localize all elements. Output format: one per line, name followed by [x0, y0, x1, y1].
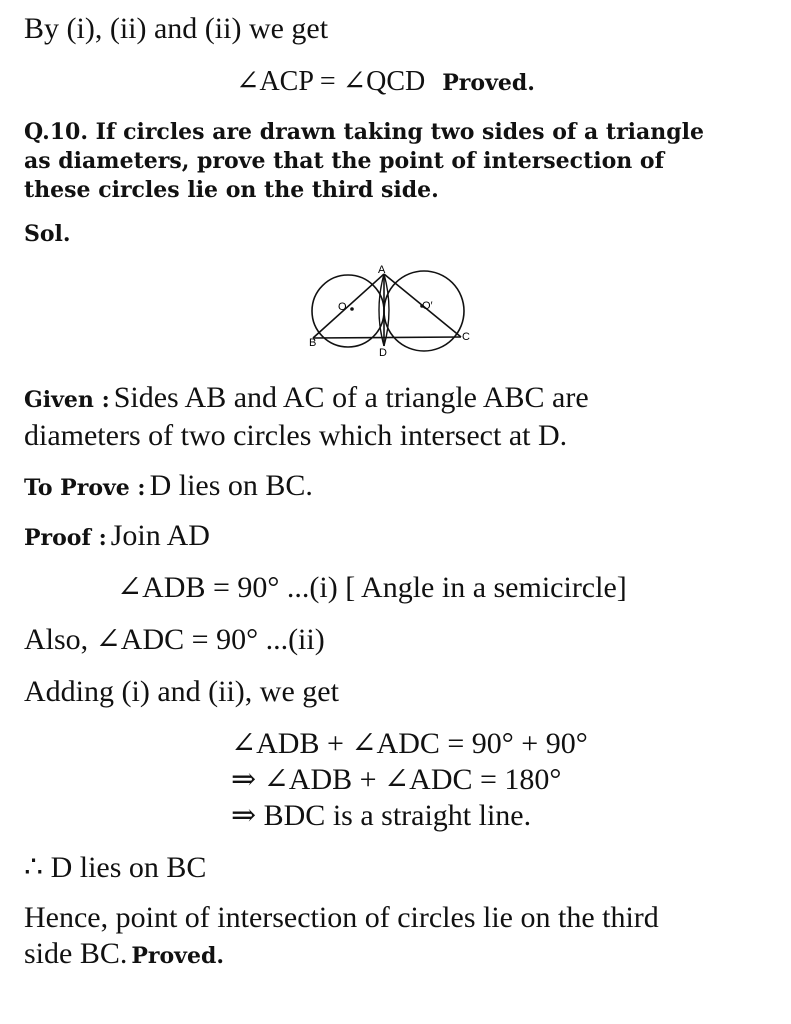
- question-line-1: Q.10. If circles are drawn taking two sides of a triangle: [24, 119, 705, 145]
- adding-text: Adding (i) and (ii), we get: [24, 675, 339, 708]
- hence-line-2: [24, 939, 224, 969]
- intro-text: By (i), (ii) and (ii) we get: [24, 12, 329, 45]
- proof-label: Proof :: [24, 525, 107, 551]
- question-line-3: these circles lie on the third side.: [24, 177, 439, 203]
- given-text-1: Sides AB and AC of a triangle ABC are: [113, 381, 589, 414]
- main-equation: [236, 68, 535, 96]
- given-line-1: [24, 383, 589, 413]
- to-prove-label: To Prove :: [24, 475, 146, 501]
- label-a: A: [378, 264, 386, 276]
- sol-label: Sol.: [24, 221, 71, 247]
- label-b: B: [309, 337, 317, 349]
- proved-label-1: Proved.: [442, 70, 535, 96]
- two-circles-diagram: [300, 262, 490, 358]
- proof-text: Join AD: [110, 519, 210, 552]
- label-c: C: [462, 331, 470, 343]
- label-d: D: [379, 347, 387, 358]
- hence-text-2: side BC.: [24, 937, 128, 970]
- given-label: Given :: [24, 387, 110, 413]
- equation-2: Also, ∠ADC = 90° ...(ii): [24, 623, 325, 656]
- question-10: [24, 118, 764, 205]
- to-prove-line: [24, 471, 313, 501]
- therefore-text: ∴ D lies on BC: [24, 851, 207, 884]
- equation-4: ⇒ ∠ADB + ∠ADC = 180°: [231, 763, 562, 796]
- equation-3: ∠ADB + ∠ADC = 90° + 90°: [231, 727, 588, 760]
- label-o-prime: O′: [422, 300, 433, 312]
- given-text-2: diameters of two circles which intersect at D.: [24, 419, 568, 452]
- equation-5: ⇒ BDC is a straight line.: [231, 799, 532, 832]
- circle-o: [312, 275, 384, 347]
- equation-1: ∠ADB = 90° ...(i) [ Angle in a semicircle]: [117, 571, 627, 604]
- proved-label-2: Proved.: [131, 943, 224, 969]
- proof-line: [24, 521, 210, 551]
- side-bc: [313, 337, 461, 338]
- hence-text-1: Hence, point of intersection of circles lie on the third: [24, 901, 659, 934]
- label-o: O: [338, 301, 347, 313]
- question-line-2: as diameters, prove that the point of intersection of: [24, 148, 665, 174]
- to-prove-text: D lies on BC.: [149, 469, 313, 502]
- main-equation-text: ∠ACP = ∠QCD: [236, 66, 426, 97]
- center-o-dot: [350, 307, 354, 311]
